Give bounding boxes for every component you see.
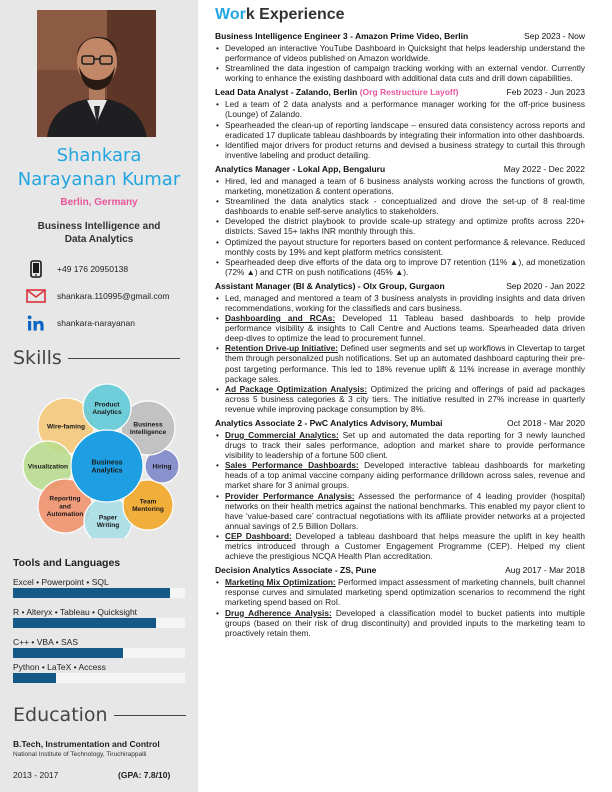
bullet-item <box>215 577 585 607</box>
bullet-text: Performed impact assessment of marketing channels, built channel response curves and simulated marketing spend optimization scenarios to recommend the right marketing spend based on RoI. <box>225 577 585 608</box>
skills-diagram <box>14 378 186 538</box>
skill-label: Wire-faming <box>46 423 86 431</box>
bullet-list <box>215 176 585 277</box>
bullet-text: Developed an interactive YouTube Dashboard in Quicksight that helps leadership understand the performance of videos published on Amazon worldwide. <box>225 43 585 64</box>
skills-heading <box>13 347 180 369</box>
bullet-text: Optimized the payout structure for reporters based on content performance & relevance. Reduced monthly costs by 19% and kept platform metrics consistent. <box>225 236 585 257</box>
job-header <box>215 418 585 429</box>
mail-icon <box>24 286 48 306</box>
skill-label: Visualization <box>27 463 69 471</box>
bullet-text: Optimized the pricing and offerings of paid ad packages across 5 business categories & 3 city tiers. The initiative resulted in 27% increase in quarterly revenue while improving package consumption by 8%. <box>225 383 585 414</box>
bullet-text: Spearheaded deep dive efforts of the data org to improve D7 retention (11% ▲), ad monetization (72% ▲) and CTR on push notifications (45% ▲). <box>225 256 585 277</box>
bullet-item <box>215 257 585 277</box>
role-line-2: Data Analytics <box>64 234 134 245</box>
job-entry <box>215 281 585 414</box>
job-title: Lead Data Analyst - Zalando, Berlin <box>215 87 358 98</box>
tool-bar-track <box>13 618 185 628</box>
bullet-item <box>215 491 585 531</box>
linkedin-icon <box>24 313 48 333</box>
education-degree: B.Tech, Instrumentation and Control <box>13 739 160 749</box>
bullet-text: Led, managed and mentored a team of 3 business analysts in providing insights and data driven recommendations, working for the classifieds and cars business. <box>225 292 585 313</box>
tool-group-4 <box>13 661 185 683</box>
contact-linkedin <box>24 313 135 333</box>
title-rest: k Experience <box>245 6 345 23</box>
tool-bar-fill <box>13 618 156 628</box>
skills-rule <box>68 358 180 359</box>
bullet-lead: Dashboarding and RCAs: <box>225 313 336 324</box>
job-entry <box>215 565 585 638</box>
bullet-item <box>215 430 585 460</box>
skill-label: Product <box>94 401 120 409</box>
email-link[interactable]: shankara.110995@gmail.com <box>57 291 170 301</box>
job-dates: Sep 2020 - Jan 2022 <box>506 280 585 291</box>
tool-bar-track <box>13 648 185 658</box>
job-heading <box>215 31 468 42</box>
tool-group-1 <box>13 576 185 598</box>
job-dates: Feb 2023 - Jun 2023 <box>506 87 585 98</box>
bullet-item <box>215 343 585 383</box>
bullet-list <box>215 99 585 160</box>
bullet-lead: Ad Package Optimization Analysis: <box>225 383 368 394</box>
title-highlight: Wor <box>215 6 246 23</box>
bullet-lead: Drug Commercial Analytics: <box>225 430 339 440</box>
bullet-text: Assessed the performance of 4 leading provider (hospital) networks on their health metrics against the national benchmarks. This enabled my payor client to have ‘value-based care’ contractual negotiations with its affiliate provider networks at a projected annual savings of 2.5 Billion Dollars. <box>225 490 585 531</box>
skill-label: Hiring <box>152 463 172 471</box>
job-flag: (Org Restructure Layoff) <box>359 87 459 98</box>
bullet-text: Streamlined the data analytics stack - conceptualized and drove the set-up of 8 real-time dashboards to enable self-serve analytics to stakeholders. <box>225 196 585 217</box>
bullet-item <box>215 196 585 216</box>
bullet-text: Spearheaded the clean-up of reporting landscape – ensured data consistency across reports and eradicated 17 duplicate tableau dashboards by integrating their information into other dashboards. <box>225 119 585 140</box>
sidebar <box>0 0 198 792</box>
bullet-item <box>215 237 585 257</box>
education-rule <box>114 715 186 716</box>
bullet-text: Developed the district playbook to provide scale-up strategy and optimize profits across 220+ districts. Saved 15+ lakhs INR monthly through this. <box>225 216 585 237</box>
bullet-item <box>215 176 585 196</box>
bullet-list <box>215 293 585 414</box>
contact-phone <box>24 259 128 279</box>
bullet-item <box>215 63 585 83</box>
bullet-list <box>215 577 585 638</box>
job-list <box>215 31 585 638</box>
bullet-list <box>215 43 585 83</box>
linkedin-handle[interactable]: shankara-narayanan <box>57 318 135 328</box>
job-entry <box>215 31 585 83</box>
bullet-text: Developed 11 Tableau based dashboards to help provide performance visibility & insights to Call Centre and Auctions teams. Spearheaded data driven deep-dives to optimize the lead to procurement funnel. <box>225 313 585 344</box>
work-experience-title <box>215 6 585 24</box>
bullet-item <box>215 384 585 414</box>
job-entry <box>215 418 585 561</box>
bullet-item <box>215 531 585 561</box>
job-title: Decision Analytics Associate - ZS, Pune <box>215 565 377 576</box>
tool-label: Excel • Powerpoint • SQL <box>13 577 109 587</box>
job-title: Analytics Manager - Lokal App, Bengaluru <box>215 163 386 174</box>
bullet-item <box>215 313 585 343</box>
skill-label: Intelligence <box>129 429 167 437</box>
job-heading <box>215 164 385 175</box>
phone-number: +49 176 20950138 <box>57 264 129 274</box>
education-heading <box>13 704 186 726</box>
skills-title: Skills <box>13 347 62 369</box>
job-header <box>215 281 585 292</box>
education-years: 2013 - 2017 <box>13 770 59 780</box>
bullet-lead: Marketing Mix Optimization: <box>225 577 336 588</box>
education-title: Education <box>13 704 108 726</box>
bullet-lead: Retention Drive-up Initiative: <box>225 343 338 354</box>
skill-label: Automation <box>46 511 84 519</box>
job-dates: Oct 2018 - Mar 2020 <box>507 418 585 428</box>
tool-label: Python • LaTeX • Access <box>13 662 106 672</box>
skill-label: Analytics <box>91 467 123 475</box>
bullet-text: Hired, led and managed a team of 6 business analysts working across the functions of growth, marketing, monetization & content operations. <box>225 175 585 197</box>
bullet-lead: Sales Performance Dashboards: <box>225 460 359 471</box>
job-heading <box>215 418 443 429</box>
phone-icon <box>24 259 48 279</box>
skill-label: Reporting <box>49 495 81 503</box>
education-gpa: (GPA: 7.8/10) <box>118 770 171 780</box>
job-header <box>215 565 585 576</box>
job-header <box>215 164 585 175</box>
skill-label: and <box>59 503 71 511</box>
tool-bar-fill <box>13 673 56 683</box>
skill-label: Business <box>91 459 123 467</box>
skill-label: Analytics <box>92 409 122 417</box>
contact-email <box>24 286 169 306</box>
bullet-item <box>215 43 585 63</box>
job-header <box>215 87 585 98</box>
bullet-lead: CEP Dashboard: <box>225 530 292 541</box>
job-heading <box>215 87 458 98</box>
job-entry <box>215 164 585 277</box>
bullet-text: Led a team of 2 data analysts and a performance manager working for the off-price business (Lounge) of Zalando. <box>225 99 585 120</box>
skill-label: Writing <box>96 522 120 530</box>
job-dates: May 2022 - Dec 2022 <box>503 163 585 174</box>
bullet-text: Defined user segments and set up workflows in Clevertap to target them through personalized push notifications. Set up an automated dashboard capturing their pre-post targeting performance. This led to 18% revenue uplift & 11% increase in average monthly package sales. <box>225 343 585 384</box>
bullet-lead: Provider Performance Analysis: <box>225 490 355 501</box>
skill-label: Business <box>133 421 163 429</box>
bullet-text: Developed a tableau dashboard that helps measure the uplift in key health metrics introduced through a Customer Engagement Programme (CEP). Helped my client achieve the prestigious NCQA Health Plan accreditation. <box>225 530 585 562</box>
bullet-list <box>215 430 585 561</box>
bullet-item <box>215 216 585 236</box>
bullet-item <box>215 99 585 119</box>
bullet-text: Developed interactive tableau dashboards for marketing heads of a top animal vaccine company aiding performance drilldown across sales, revenue and market share for 3 animal groups. <box>225 460 585 491</box>
job-title: Assistant Manager (BI & Analytics) - Olx Group, Gurgaon <box>215 280 445 291</box>
work-experience-section <box>215 6 585 642</box>
bullet-text: Streamlined the data ingestion of campaign tracking working with an external vendor. Currently working to enhance the existing dashboard with additional data cuts and drill down capabilities. <box>225 63 585 84</box>
bullet-item <box>215 293 585 313</box>
bullet-text: Identified major drivers for product returns and devised a business strategy to curtail this through inventive labeling and product detailing. <box>225 139 585 160</box>
bullet-item <box>215 608 585 638</box>
tool-bar-fill <box>13 648 123 658</box>
tool-label: C++ • VBA • SAS <box>13 637 79 647</box>
tool-bar-track <box>13 673 185 683</box>
profile-photo <box>37 10 156 137</box>
tool-bar-track <box>13 588 185 598</box>
tool-group-3 <box>13 636 185 658</box>
job-title: Analytics Associate 2 - PwC Analytics Advisory, Mumbai <box>215 418 443 428</box>
last-name: Narayanan Kumar <box>17 169 181 190</box>
job-dates: Sep 2023 - Now <box>524 31 585 41</box>
bullet-item <box>215 460 585 490</box>
role-line-1: Business Intelligence and <box>37 221 161 232</box>
job-entry <box>215 87 585 160</box>
job-header <box>215 31 585 42</box>
first-name: Shankara <box>56 145 142 166</box>
bullet-lead: Drug Adherence Analysis: <box>225 607 332 618</box>
job-title: Business Intelligence Engineer 3 - Amazon Prime Video, Berlin <box>215 31 469 41</box>
bullet-text: Developed a classification model to bucket patients into multiple groups (based on their risk of drug discontinuity) and provided inputs to the marketing team to proactively retain them. <box>225 607 585 638</box>
skill-label: Mentoring <box>132 506 164 514</box>
bullet-item <box>215 140 585 160</box>
job-heading <box>215 565 376 576</box>
skill-label: Team <box>139 498 157 506</box>
tool-bar-fill <box>13 588 170 598</box>
location: Berlin, Germany <box>60 197 138 208</box>
bullet-item <box>215 120 585 140</box>
education-school: National Institute of Technology, Tiruchirappalli <box>13 751 147 758</box>
skill-label: Paper <box>98 514 118 522</box>
tools-title: Tools and Languages <box>13 557 121 569</box>
tool-label: R • Alteryx • Tableau • Quicksight <box>13 607 138 617</box>
job-dates: Aug 2017 - Mar 2018 <box>505 565 585 576</box>
bullet-text: Set up and automated the data reporting for 3 newly launched drugs to track their sales performance, adoption and market share to provide performance visibility to leadership of a fortune 500 client. <box>225 430 585 461</box>
tool-group-2 <box>13 606 185 628</box>
job-heading <box>215 281 445 292</box>
